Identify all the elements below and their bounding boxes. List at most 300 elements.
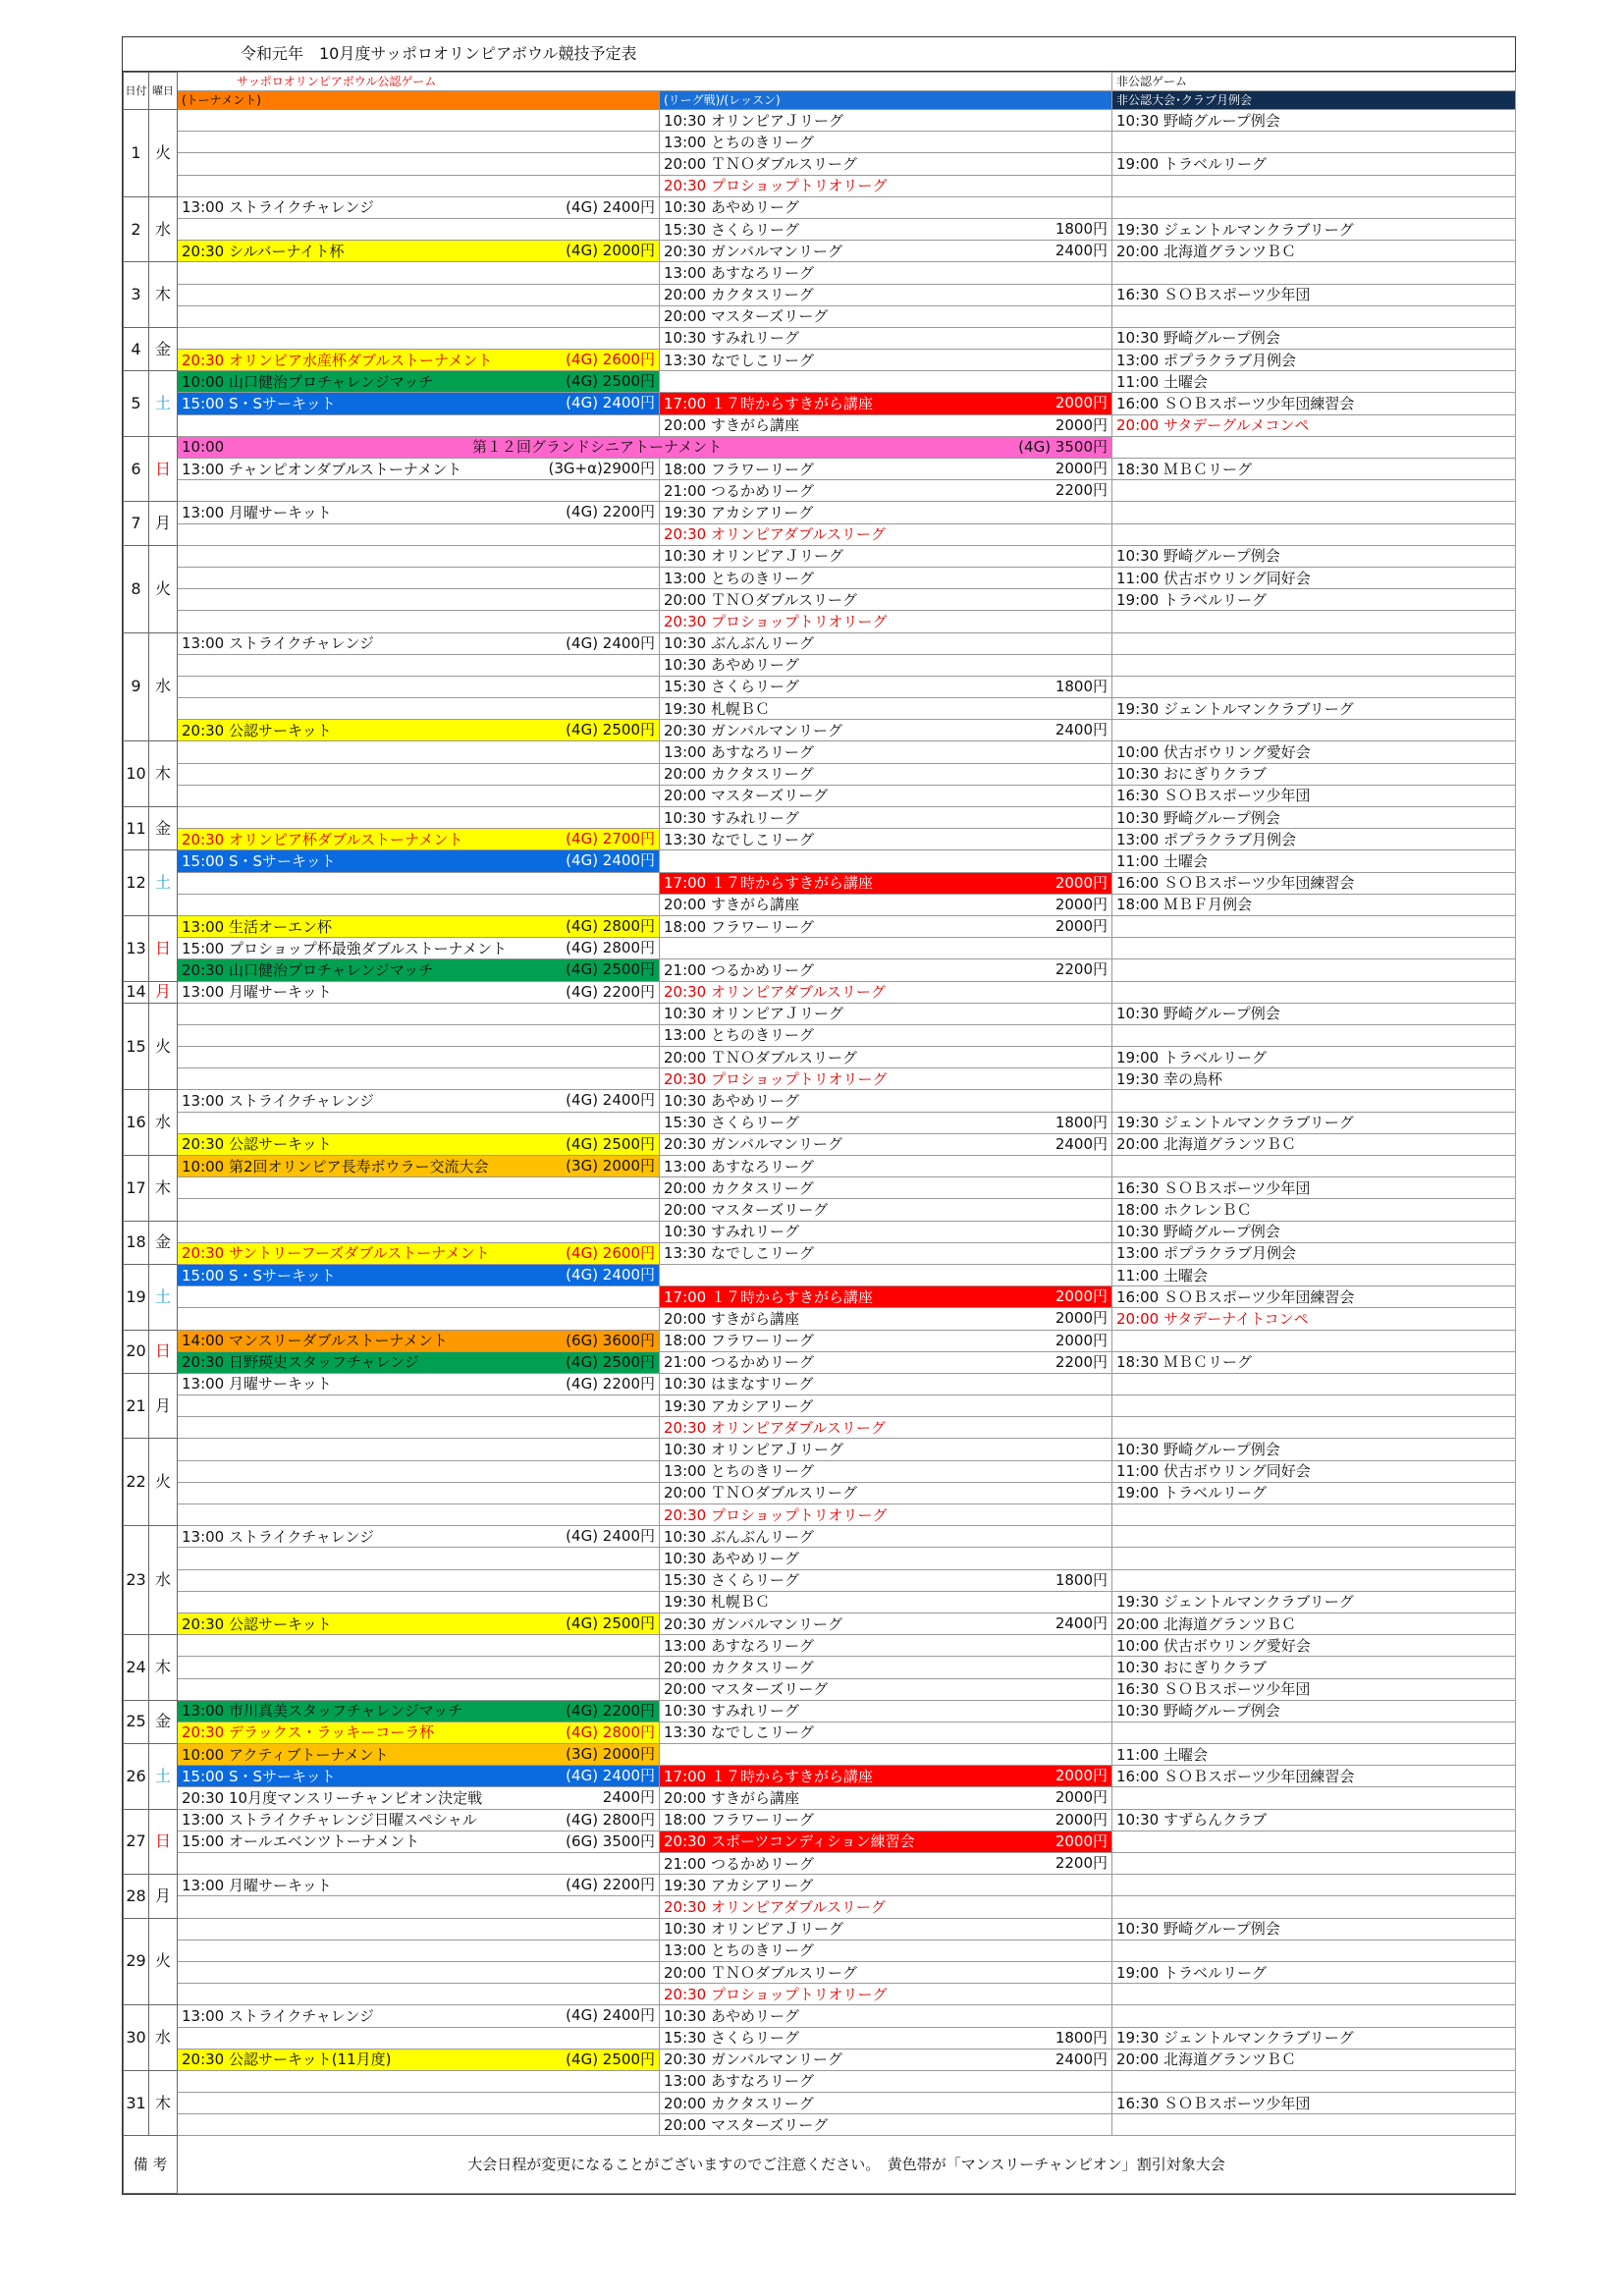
league-cell <box>660 894 1112 915</box>
day-number: 8 <box>124 545 149 632</box>
league-cell <box>660 1918 1112 1940</box>
event-price: (4G) 2200円 <box>566 1876 655 1894</box>
unofficial-cell <box>1112 132 1516 153</box>
day-number: 28 <box>124 1875 149 1918</box>
event-text: 20:00 すきがら講座 <box>664 416 799 435</box>
tournament-cell <box>178 741 660 763</box>
table-row <box>124 262 1516 284</box>
event-price: 2000円 <box>1055 394 1108 412</box>
unofficial-cell <box>1112 480 1516 502</box>
unofficial-cell <box>1112 1242 1516 1264</box>
league-cell <box>660 1548 1112 1569</box>
event-text: 20:00 マスターズリーグ <box>664 2115 829 2134</box>
table-row <box>124 741 1516 763</box>
event-price: 2400円 <box>1055 1613 1108 1632</box>
table-row <box>124 1853 1516 1875</box>
tournament-cell <box>178 1112 660 1133</box>
weekday: 金 <box>149 1221 178 1264</box>
unofficial-cell <box>1112 262 1516 284</box>
event-price: 2000円 <box>1055 1788 1108 1807</box>
unofficial-cell <box>1112 1896 1516 1918</box>
event-text: 18:00 フラワーリーグ <box>664 1811 814 1830</box>
unofficial-cell <box>1112 1526 1516 1548</box>
unofficial-cell <box>1112 2093 1516 2114</box>
table-row <box>124 981 1516 1003</box>
event-text: 13:00 ポプラクラブ月例会 <box>1116 830 1296 848</box>
day-number: 30 <box>124 2005 149 2071</box>
event-price: 2400円 <box>1055 721 1108 739</box>
event-text: 16:30 ＳＯＢスポーツ少年団 <box>1116 1178 1311 1197</box>
unofficial-cell <box>1112 371 1516 393</box>
unofficial-cell <box>1112 698 1516 720</box>
event-price: (4G) 2200円 <box>566 1701 655 1720</box>
tournament-cell <box>178 959 660 981</box>
event-text: 15:30 さくらリーグ <box>664 220 799 239</box>
event-text: 10:30 すみれリーグ <box>664 1223 799 1241</box>
event-text: 15:00 S・Sサーキット <box>182 851 336 870</box>
league-cell <box>660 1024 1112 1046</box>
event-price: 2400円 <box>1055 2050 1108 2068</box>
table-row <box>124 371 1516 393</box>
event-text: 15:00 S・Sサーキット <box>182 1767 336 1785</box>
weekday: 金 <box>149 1700 178 1743</box>
unofficial-cell <box>1112 1395 1516 1417</box>
event-text: 10:30 オリンピアＪリーグ <box>664 1920 843 1939</box>
table-row <box>124 1482 1516 1503</box>
event-price: (4G) 2800円 <box>566 1722 655 1741</box>
tournament-cell <box>178 1722 660 1743</box>
event-text: 10:00 第2回オリンピア長寿ボウラー交流大会 <box>182 1157 489 1175</box>
league-cell <box>660 872 1112 894</box>
unofficial-cell <box>1112 459 1516 480</box>
event-text: 20:00 ＴＮＯダブルスリーグ <box>664 154 857 173</box>
unofficial-cell <box>1112 1984 1516 2005</box>
event-text: 13:00 あすなろリーグ <box>664 2072 814 2091</box>
table-row <box>124 1766 1516 1787</box>
unofficial-cell <box>1112 153 1516 175</box>
weekday: 月 <box>149 981 178 1003</box>
event-price: (4G) 3500円 <box>1018 437 1108 456</box>
table-row <box>124 1700 1516 1722</box>
event-price: (4G) 2200円 <box>566 503 655 521</box>
event-text: 20:30 公認サーキット <box>182 721 332 739</box>
tournament-cell <box>178 2070 660 2092</box>
unofficial-cell <box>1112 545 1516 567</box>
event-price: (4G) 2800円 <box>566 939 655 957</box>
header-unofficial-group: 非公認ゲーム <box>1112 73 1516 91</box>
event-price: (3G+α)2900円 <box>548 460 655 477</box>
tournament-cell <box>178 1199 660 1221</box>
event-text: 19:30 アカシアリーグ <box>664 503 814 521</box>
league-cell <box>660 567 1112 588</box>
event-text: 10:30 野崎グループ例会 <box>1116 1441 1280 1459</box>
event-price: 1800円 <box>1055 1570 1108 1589</box>
event-price: (4G) 2000円 <box>566 242 655 260</box>
event-text: 13:00 あすなろリーグ <box>664 1157 814 1175</box>
day-number: 25 <box>124 1700 149 1743</box>
league-cell <box>660 459 1112 480</box>
weekday: 火 <box>149 1439 178 1526</box>
unofficial-cell <box>1112 807 1516 829</box>
league-cell <box>660 785 1112 806</box>
event-text: 10:30 すみれリーグ <box>664 808 799 827</box>
unofficial-cell <box>1112 1090 1516 1112</box>
league-cell <box>660 1090 1112 1112</box>
table-row <box>124 1896 1516 1918</box>
tournament-cell <box>178 1940 660 1961</box>
event-text: 15:30 さくらリーグ <box>664 678 799 696</box>
table-row <box>124 1199 1516 1221</box>
event-text: 13:00 とちのきリーグ <box>664 569 814 587</box>
event-text: 20:30 10月度マンスリーチャンピオン決定戦 <box>182 1789 483 1808</box>
league-cell <box>660 1635 1112 1657</box>
event-text: 19:30 アカシアリーグ <box>664 1396 814 1415</box>
weekday: 水 <box>149 1526 178 1635</box>
league-cell <box>660 698 1112 720</box>
event-text: 20:00 マスターズリーグ <box>664 1680 829 1699</box>
league-cell <box>660 1787 1112 1809</box>
table-row <box>124 1569 1516 1591</box>
tournament-cell <box>178 1613 660 1634</box>
table-row <box>124 1373 1516 1394</box>
unofficial-cell <box>1112 1373 1516 1394</box>
event-price: (4G) 2200円 <box>566 1374 655 1393</box>
event-text: 11:00 土曜会 <box>1116 851 1208 870</box>
league-cell <box>660 720 1112 741</box>
day-number: 17 <box>124 1156 149 1222</box>
league-cell <box>660 1700 1112 1722</box>
table-row <box>124 1047 1516 1068</box>
unofficial-cell <box>1112 2049 1516 2070</box>
event-text: 19:30 ジェントルマンクラブリーグ <box>1116 1593 1354 1612</box>
tournament-cell <box>178 1133 660 1155</box>
event-text: 20:30 オリンピアダブルスリーグ <box>664 1418 886 1437</box>
league-cell <box>660 1722 1112 1743</box>
unofficial-cell <box>1112 981 1516 1003</box>
table-row <box>124 589 1516 611</box>
table-row <box>124 676 1516 697</box>
table-row <box>124 1330 1516 1351</box>
day-number: 5 <box>124 371 149 437</box>
table-row <box>124 850 1516 872</box>
league-cell <box>660 959 1112 981</box>
league-cell <box>660 1373 1112 1394</box>
unofficial-cell <box>1112 676 1516 697</box>
event-price: (4G) 2400円 <box>566 197 655 216</box>
day-number: 1 <box>124 110 149 197</box>
unofficial-cell <box>1112 350 1516 371</box>
event-text: 13:00 ポプラクラブ月例会 <box>1116 1244 1296 1263</box>
header-unofficial: 非公認大会･クラブ月例会 <box>1112 91 1516 110</box>
event-text: 19:30 ジェントルマンクラブリーグ <box>1116 2029 1354 2048</box>
weekday: 水 <box>149 196 178 262</box>
weekday: 火 <box>149 1918 178 2005</box>
event-text: 20:00 ＴＮＯダブルスリーグ <box>664 1048 857 1066</box>
league-cell <box>660 1330 1112 1351</box>
event-text: 19:30 札幌ＢＣ <box>664 699 770 718</box>
unofficial-cell <box>1112 1548 1516 1569</box>
tournament-cell <box>178 327 660 349</box>
unofficial-cell <box>1112 327 1516 349</box>
league-cell <box>660 110 1112 132</box>
tournament-cell <box>178 1787 660 1809</box>
league-cell <box>660 1242 1112 1264</box>
event-text: 19:30 アカシアリーグ <box>664 1876 814 1894</box>
table-row <box>124 1024 1516 1046</box>
event-text: 13:00 とちのきリーグ <box>664 133 814 151</box>
league-cell <box>660 1177 1112 1199</box>
tournament-cell <box>178 1024 660 1046</box>
notes-row <box>124 2136 1516 2194</box>
tournament-cell <box>178 414 660 436</box>
event-price: 2000円 <box>1055 1767 1108 1785</box>
league-cell <box>660 2049 1112 2070</box>
event-text: 13:30 なでしこリーグ <box>664 1244 814 1263</box>
event-text: 20:00 カクタスリーグ <box>664 286 814 304</box>
event-price: 2200円 <box>1055 1352 1108 1371</box>
tournament-cell <box>178 1482 660 1503</box>
tournament-cell <box>178 459 660 480</box>
tournament-cell <box>178 894 660 915</box>
event-text: 21:00 つるかめリーグ <box>664 1353 814 1372</box>
unofficial-cell <box>1112 894 1516 915</box>
tournament-cell <box>178 915 660 937</box>
tournament-cell <box>178 589 660 611</box>
unofficial-cell <box>1112 2114 1516 2136</box>
event-text: 10:30 野崎グループ例会 <box>1116 1005 1280 1023</box>
league-cell <box>660 938 1112 959</box>
event-text: 11:00 土曜会 <box>1116 1745 1208 1764</box>
event-text: 20:00 ＴＮＯダブルスリーグ <box>664 590 857 609</box>
tournament-cell <box>178 1286 660 1308</box>
table-row <box>124 2093 1516 2114</box>
event-text: 20:00 カクタスリーグ <box>664 765 814 784</box>
event-price: (4G) 2500円 <box>566 721 655 739</box>
event-text: 20:00 サタデーナイトコンペ <box>1116 1309 1309 1328</box>
league-cell <box>660 284 1112 305</box>
table-row <box>124 763 1516 785</box>
event-text: 13:00 ストライクチャレンジ <box>182 198 375 217</box>
day-number: 20 <box>124 1330 149 1373</box>
event-text: 10:30 あやめリーグ <box>664 1092 799 1111</box>
table-row <box>124 785 1516 806</box>
unofficial-cell <box>1112 218 1516 240</box>
league-cell <box>660 1133 1112 1155</box>
unofficial-cell <box>1112 1504 1516 1526</box>
unofficial-cell <box>1112 2070 1516 2092</box>
event-text: 10:30 野崎グループ例会 <box>1116 1223 1280 1241</box>
weekday: 木 <box>149 1156 178 1222</box>
event-text: 17:00 １７時からすきがら講座 <box>664 1767 873 1785</box>
event-price: 2200円 <box>1055 481 1108 500</box>
event-text: 21:00 つるかめリーグ <box>664 960 814 979</box>
league-cell <box>660 850 1112 872</box>
tournament-cell <box>178 676 660 697</box>
event-text: 20:30 公認サーキット(11月度) <box>182 2050 392 2069</box>
unofficial-cell <box>1112 1940 1516 1961</box>
event-text: 10:00 伏古ボウリング愛好会 <box>1116 1636 1311 1655</box>
event-price: 2000円 <box>1055 460 1108 477</box>
league-cell <box>660 1940 1112 1961</box>
event-price: (3G) 2000円 <box>566 1157 655 1175</box>
tournament-cell <box>178 502 660 523</box>
day-number: 23 <box>124 1526 149 1635</box>
day-number: 29 <box>124 1918 149 2005</box>
tournament-cell <box>178 262 660 284</box>
tournament-cell <box>178 1373 660 1394</box>
event-text: 14:00 マンスリーダブルストーナメント <box>182 1332 448 1350</box>
league-cell <box>660 1657 1112 1678</box>
event-text: 18:00 フラワーリーグ <box>664 917 814 936</box>
league-cell <box>660 1766 1112 1787</box>
tournament-cell <box>178 1308 660 1330</box>
unofficial-cell <box>1112 436 1516 458</box>
event-text: 15:30 さくらリーグ <box>664 1571 799 1590</box>
table-row <box>124 153 1516 175</box>
event-price: 2000円 <box>1055 1810 1108 1829</box>
event-price: 2400円 <box>602 1788 655 1807</box>
day-number: 9 <box>124 632 149 741</box>
event-text: 13:00 あすなろリーグ <box>664 1636 814 1655</box>
event-price: (4G) 2800円 <box>566 1810 655 1829</box>
unofficial-cell <box>1112 589 1516 611</box>
event-text: 15:00 S・Sサーキット <box>182 1266 336 1285</box>
league-cell <box>660 350 1112 371</box>
unofficial-cell <box>1112 1853 1516 1875</box>
league-cell <box>660 393 1112 414</box>
event-text: 20:30 ガンバルマンリーグ <box>664 2050 842 2069</box>
unofficial-cell <box>1112 1439 1516 1460</box>
unofficial-cell <box>1112 1918 1516 1940</box>
event-text: 20:00 カクタスリーグ <box>664 2094 814 2112</box>
weekday: 日 <box>149 1809 178 1875</box>
event-price: 2000円 <box>1055 873 1108 892</box>
event-text: 19:30 ジェントルマンクラブリーグ <box>1116 220 1354 239</box>
table-row <box>124 1395 1516 1417</box>
day-number: 31 <box>124 2070 149 2136</box>
weekday: 月 <box>149 502 178 545</box>
event-text: 20:00 すきがら講座 <box>664 1309 799 1328</box>
event-text: 20:30 プロショップトリオリーグ <box>664 612 888 630</box>
table-row <box>124 523 1516 545</box>
event-price: 1800円 <box>1055 219 1108 238</box>
league-cell <box>660 915 1112 937</box>
tournament-cell <box>178 1678 660 1700</box>
tournament-cell <box>178 1221 660 1242</box>
table-row <box>124 1722 1516 1743</box>
unofficial-cell <box>1112 1678 1516 1700</box>
event-price: (3G) 2000円 <box>566 1745 655 1764</box>
page-title: 令和元年 10月度サッポロオリンピアボウル競技予定表 <box>123 37 1515 72</box>
event-text: 20:30 オリンピア水産杯ダブルストーナメント <box>182 351 493 369</box>
event-price: 1800円 <box>1055 677 1108 695</box>
table-row <box>124 1613 1516 1634</box>
day-number: 16 <box>124 1090 149 1156</box>
day-number: 24 <box>124 1635 149 1701</box>
table-row <box>124 545 1516 567</box>
unofficial-cell <box>1112 414 1516 436</box>
event-price: (4G) 2400円 <box>566 633 655 652</box>
unofficial-cell <box>1112 1722 1516 1743</box>
league-cell <box>660 196 1112 218</box>
tournament-cell <box>178 698 660 720</box>
unofficial-cell <box>1112 284 1516 305</box>
league-cell <box>660 763 1112 785</box>
table-row <box>124 1417 1516 1439</box>
day-number: 6 <box>124 436 149 502</box>
tournament-cell <box>178 785 660 806</box>
event-text: 19:00 トラベルリーグ <box>1116 154 1267 173</box>
table-row <box>124 1548 1516 1569</box>
table-row <box>124 1112 1516 1133</box>
weekday: 木 <box>149 262 178 328</box>
event-text: 11:00 土曜会 <box>1116 372 1208 391</box>
weekday: 土 <box>149 850 178 916</box>
event-text: 20:30 ガンバルマンリーグ <box>664 721 842 739</box>
table-row <box>124 350 1516 371</box>
weekday: 土 <box>149 1264 178 1330</box>
event-text: 10:30 野崎グループ例会 <box>1116 1920 1280 1939</box>
event-text: 10:00 アクティブトーナメント <box>182 1745 389 1764</box>
tournament-cell <box>178 305 660 327</box>
weekday: 日 <box>149 1330 178 1373</box>
event-text: 10:30 すずらんクラブ <box>1116 1811 1268 1830</box>
event-price: (4G) 2400円 <box>566 851 655 870</box>
event-text: 20:00 すきがら講座 <box>664 1789 799 1808</box>
tournament-cell <box>178 1047 660 1068</box>
event-text: 20:30 スポーツコンディション練習会 <box>664 1832 915 1851</box>
table-row <box>124 502 1516 523</box>
unofficial-cell <box>1112 959 1516 981</box>
league-cell <box>660 132 1112 153</box>
event-text: 18:30 ＭＢＣリーグ <box>1116 460 1252 478</box>
unofficial-cell <box>1112 1003 1516 1024</box>
day-number: 21 <box>124 1373 149 1439</box>
league-cell <box>660 371 1112 393</box>
weekday: 木 <box>149 741 178 807</box>
event-price: 2200円 <box>1055 960 1108 979</box>
weekday: 土 <box>149 371 178 437</box>
event-text: 17:00 １７時からすきがら講座 <box>664 1287 873 1306</box>
unofficial-cell <box>1112 1417 1516 1439</box>
table-row <box>124 1090 1516 1112</box>
table-row <box>124 1984 1516 2005</box>
unofficial-cell <box>1112 1177 1516 1199</box>
event-text: 13:00 月曜サーキット <box>182 1375 332 1394</box>
table-row <box>124 327 1516 349</box>
event-text: 13:00 月曜サーキット <box>182 983 332 1002</box>
schedule-sheet <box>122 36 1516 2195</box>
unofficial-cell <box>1112 1133 1516 1155</box>
event-text: 16:30 ＳＯＢスポーツ少年団 <box>1116 787 1311 805</box>
event-text: 20:30 プロショップトリオリーグ <box>664 1985 888 2003</box>
unofficial-cell <box>1112 1047 1516 1068</box>
league-cell <box>660 502 1112 523</box>
event-text: 17:00 １７時からすきがら講座 <box>664 395 873 413</box>
tournament-cell <box>178 1068 660 1090</box>
schedule-body <box>124 110 1516 2136</box>
weekday: 金 <box>149 327 178 370</box>
tournament-cell <box>178 1351 660 1373</box>
tournament-cell <box>178 1809 660 1831</box>
day-number: 10 <box>124 741 149 807</box>
unofficial-cell <box>1112 1744 1516 1766</box>
event-text: 10:30 オリンピアＪリーグ <box>664 1441 843 1459</box>
tournament-cell <box>178 371 660 393</box>
event-text: 19:30 ジェントルマンクラブリーグ <box>1116 1114 1354 1132</box>
table-row <box>124 110 1516 132</box>
league-cell <box>660 1003 1112 1024</box>
